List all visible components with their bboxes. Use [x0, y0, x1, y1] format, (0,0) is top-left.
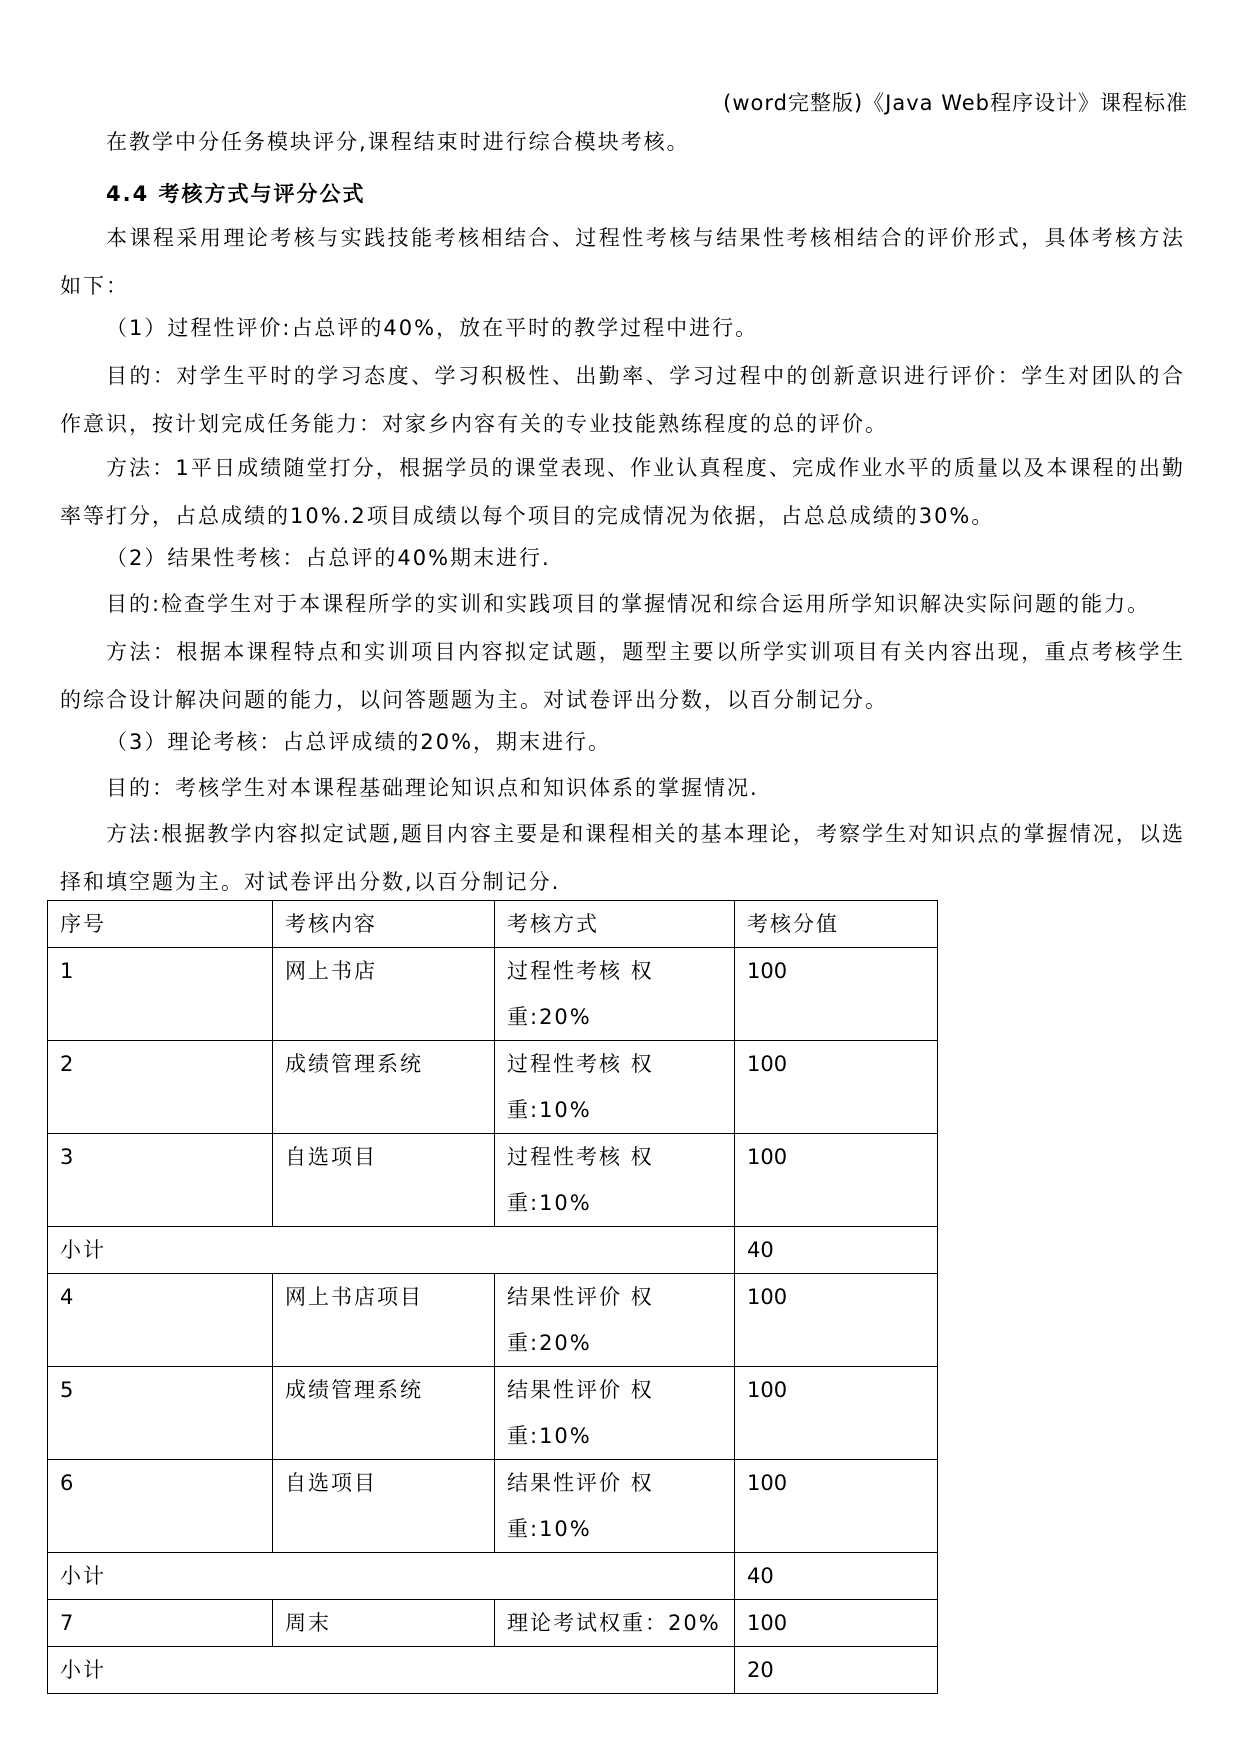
- paragraph-process-eval: （1）过程性评价:占总评的40%，放在平时的教学过程中进行。: [106, 316, 759, 340]
- subtotal-value: 40: [735, 1553, 938, 1600]
- cell-no: 6: [48, 1460, 273, 1553]
- paragraph-process-method: 方法：1平日成绩随堂打分，根据学员的课堂表现、作业认真程度、完成作业水平的质量以及本课程的出勤率等打分，占总成绩的10%.2项目成绩以每个项目的完成情况为依据，占总总成绩的30%。: [60, 456, 1185, 528]
- table-row: [48, 1274, 938, 1367]
- cell-method: 过程性考核 权重:20%: [495, 948, 735, 1041]
- paragraph-intro: 在教学中分任务模块评分,课程结束时进行综合模块考核。: [106, 130, 690, 154]
- cell-content: 自选项目: [273, 1460, 495, 1553]
- cell-score: 100: [735, 1460, 938, 1553]
- cell-method: 理论考试权重：20%: [495, 1600, 735, 1647]
- cell-score: 100: [735, 1134, 938, 1227]
- table-row: [48, 1460, 938, 1553]
- cell-no: 3: [48, 1134, 273, 1227]
- cell-score: 100: [735, 948, 938, 1041]
- cell-content: 成绩管理系统: [273, 1041, 495, 1134]
- paragraph-result-purpose: 目的:检查学生对于本课程所学的实训和实践项目的掌握情况和综合运用所学知识解决实际问题的能力。: [106, 592, 1151, 616]
- cell-score: 100: [735, 1367, 938, 1460]
- paragraph-result-method: 方法：根据本课程特点和实训项目内容拟定试题，题型主要以所学实训项目有关内容出现，重点考核学生的综合设计解决问题的能力，以问答题题为主。对试卷评出分数，以百分制记分。: [60, 640, 1185, 712]
- subtotal-row: [48, 1227, 938, 1274]
- header-cell-no: 序号: [48, 901, 273, 948]
- subtotal-label: 小计: [48, 1553, 735, 1600]
- subtotal-label: 小计: [48, 1227, 735, 1274]
- header-cell-score: 考核分值: [735, 901, 938, 948]
- page-header-title: (word完整版)《Java Web程序设计》课程标准: [723, 91, 1188, 115]
- paragraph-process-purpose: 目的：对学生平时的学习态度、学习积极性、出勤率、学习过程中的创新意识进行评价：学生对团队的合作意识，按计划完成任务能力：对家乡内容有关的专业技能熟练程度的总的评价。: [60, 364, 1185, 436]
- subtotal-value: 40: [735, 1227, 938, 1274]
- cell-no: 7: [48, 1600, 273, 1647]
- cell-method: 过程性考核 权重:10%: [495, 1041, 735, 1134]
- cell-score: 100: [735, 1600, 938, 1647]
- cell-method: 结果性评价 权重:10%: [495, 1460, 735, 1553]
- paragraph-result-eval: （2）结果性考核：占总评的40%期末进行.: [106, 546, 551, 570]
- cell-no: 4: [48, 1274, 273, 1367]
- cell-content: 周末: [273, 1600, 495, 1647]
- subtotal-label: 小计: [48, 1647, 735, 1694]
- paragraph-theory-method: 方法:根据教学内容拟定试题,题目内容主要是和课程相关的基本理论，考察学生对知识点的掌握情况，以选择和填空题为主。对试卷评出分数,以百分制记分.: [60, 822, 1185, 894]
- paragraph-theory-eval: （3）理论考核：占总评成绩的20%，期末进行。: [106, 730, 612, 754]
- cell-content: 成绩管理系统: [273, 1367, 495, 1460]
- table-row: [48, 1367, 938, 1460]
- subtotal-row: [48, 1647, 938, 1694]
- cell-no: 2: [48, 1041, 273, 1134]
- cell-no: 1: [48, 948, 273, 1041]
- cell-method: 结果性评价 权重:10%: [495, 1367, 735, 1460]
- paragraph-theory-purpose: 目的：考核学生对本课程基础理论知识点和知识体系的掌握情况.: [106, 776, 759, 800]
- cell-score: 100: [735, 1041, 938, 1134]
- header-cell-content: 考核内容: [273, 901, 495, 948]
- cell-method: 过程性考核 权重:10%: [495, 1134, 735, 1227]
- cell-content: 自选项目: [273, 1134, 495, 1227]
- cell-no: 5: [48, 1367, 273, 1460]
- paragraph-overview: 本课程采用理论考核与实践技能考核相结合、过程性考核与结果性考核相结合的评价形式，具体考核方法如下：: [60, 226, 1185, 298]
- table-row: [48, 948, 938, 1041]
- assessment-table: [47, 900, 938, 1694]
- cell-content: 网上书店: [273, 948, 495, 1041]
- table-row: [48, 1041, 938, 1134]
- table-row: [48, 1600, 938, 1647]
- table-header-row: [48, 901, 938, 948]
- section-heading: 4.4 考核方式与评分公式: [106, 182, 366, 206]
- subtotal-row: [48, 1553, 938, 1600]
- cell-method: 结果性评价 权重:20%: [495, 1274, 735, 1367]
- subtotal-value: 20: [735, 1647, 938, 1694]
- cell-content: 网上书店项目: [273, 1274, 495, 1367]
- table-row: [48, 1134, 938, 1227]
- header-cell-method: 考核方式: [495, 901, 735, 948]
- cell-score: 100: [735, 1274, 938, 1367]
